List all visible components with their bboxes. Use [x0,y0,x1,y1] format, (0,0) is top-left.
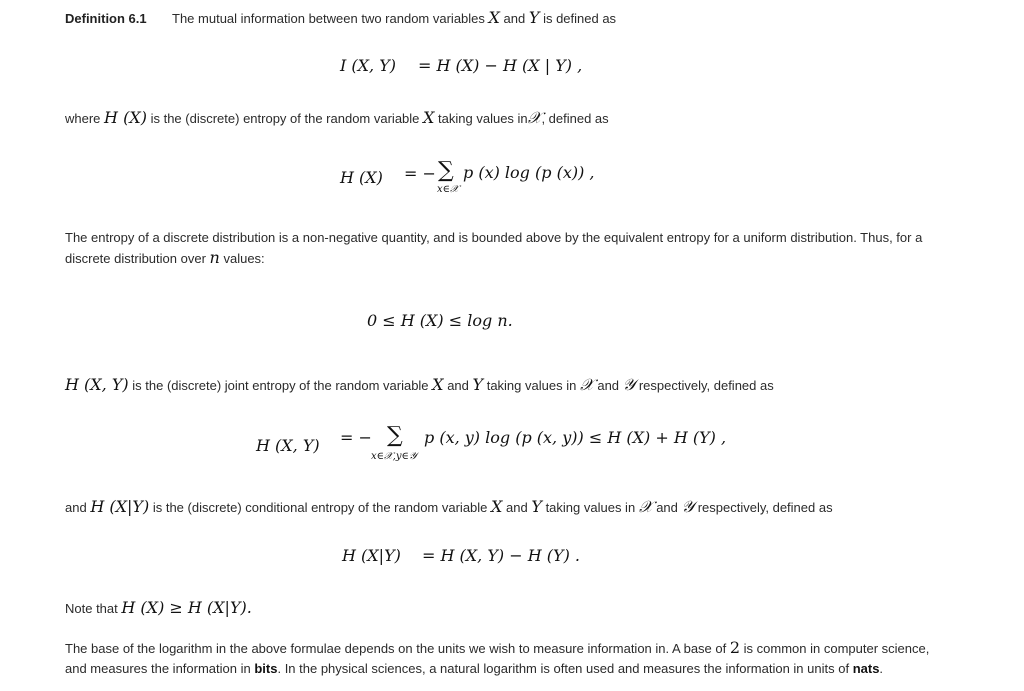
entropy-equation-lhs: H (X) [340,168,383,187]
entropy-where-line [65,108,975,129]
base-line1-b: is common in computer science, [743,641,930,656]
definition-tail: is defined as [543,11,617,26]
entropy-sum-subscript: x∈𝒳 [437,184,459,195]
entropy-line2-tail: values: [223,251,265,266]
joint-y: Y [472,375,484,394]
entropy-bound-paragraph [65,228,975,269]
cond-x: X [491,497,503,516]
cond-prefix: and [65,500,87,515]
joint-sum-body: p (x, y) log (p (x, y)) ≤ H (X) + H (Y) , [424,428,727,447]
cond-and2: and [656,500,678,515]
cond-equation-rhs: = H (X, Y) − H (Y) . [422,546,580,565]
joint-x: X [432,375,444,394]
cond-tail: respectively, defined as [697,500,833,515]
definition-and: and [503,11,526,26]
cond-mid: is the (discrete) conditional entropy of the random variable [152,500,488,515]
joint-entropy-line [65,375,975,396]
var-y: Y [528,8,540,27]
conditional-entropy-line [65,497,975,518]
joint-sigma-symbol: ∑ [387,423,403,448]
base-line1-a: The base of the logarithm in the above formulae depends on the units we wish to measure information in. A base of [65,641,727,656]
joint-tail: respectively, defined as [638,378,774,393]
joint-sety: 𝒴 [622,375,636,394]
joint-equation-lhs: H (X, Y) [256,436,320,455]
var-x: X [488,8,500,27]
note-math: H (X) ≥ H (X|Y). [121,598,252,617]
log-base-line1 [65,638,975,659]
mi-equation-rhs-text: = H (X) − H (X | Y) , [418,56,583,75]
log-base-line2 [65,659,975,679]
note-prefix: Note that [65,601,118,616]
base-two: 2 [729,638,741,657]
cond-equation-lhs: H (X|Y) [342,546,401,565]
entropy-bound-line2 [65,248,975,269]
cond-sety: 𝒴 [681,497,695,516]
log-base-paragraph [65,638,975,679]
mi-equation-lhs: I (X, Y) [340,56,397,75]
mi-equation-rhs [418,56,582,75]
entropy-sum-body: p (x) log (p (x)) , [463,163,595,182]
cond-y: Y [531,497,542,516]
joint-taking: taking values in [486,378,577,393]
base-line2-c: . [879,661,884,676]
where-taking: taking values in [438,111,528,126]
joint-mid: is the (discrete) joint entropy of the random variable [132,378,429,393]
where-hx: H (X) [104,108,147,127]
entropy-n: n [209,248,220,267]
base-line2-b: . In the physical sciences, a natural logarithm is often used and measures the information in units of [277,661,850,676]
where-mid: is the (discrete) entropy of the random variable [150,111,420,126]
cond-hxy: H (X|Y) [90,497,150,516]
where-x: X [423,108,435,127]
cond-taking: taking values in [545,500,636,515]
where-set: 𝒳 [527,108,542,127]
entropy-equation-prefix: = − [404,164,436,183]
keyword-bits: bits [254,661,278,676]
joint-and: and [447,378,469,393]
where-tail: , defined as [541,111,609,126]
note-line [65,598,975,619]
joint-hxy: H (X, Y) [65,375,129,394]
definition-heading: Definition 6.1 [65,11,147,26]
entropy-line2-prefix: discrete distribution over [65,251,206,266]
entropy-sigma-symbol: ∑ [438,158,454,183]
definition-intro-text: The mutual information between two random variables [172,11,485,26]
bound-equation: 0 ≤ H (X) ≤ log n. [367,311,513,330]
definition-intro [65,8,975,29]
entropy-bound-line1: The entropy of a discrete distribution is a non-negative quantity, and is bounded above by the equivalent entropy for a uniform distribution. Thus, for a [65,230,923,245]
joint-setx: 𝒳 [579,375,594,394]
keyword-nats: nats [852,661,880,676]
base-line2-a: and measures the information in [65,661,251,676]
cond-setx: 𝒳 [638,497,653,516]
joint-sum-subscript: x∈𝒳,y∈𝒴 [371,451,417,462]
cond-and: and [506,500,528,515]
joint-and2: and [597,378,620,393]
joint-equation-prefix: = − [340,428,372,447]
where-prefix: where [65,111,101,126]
